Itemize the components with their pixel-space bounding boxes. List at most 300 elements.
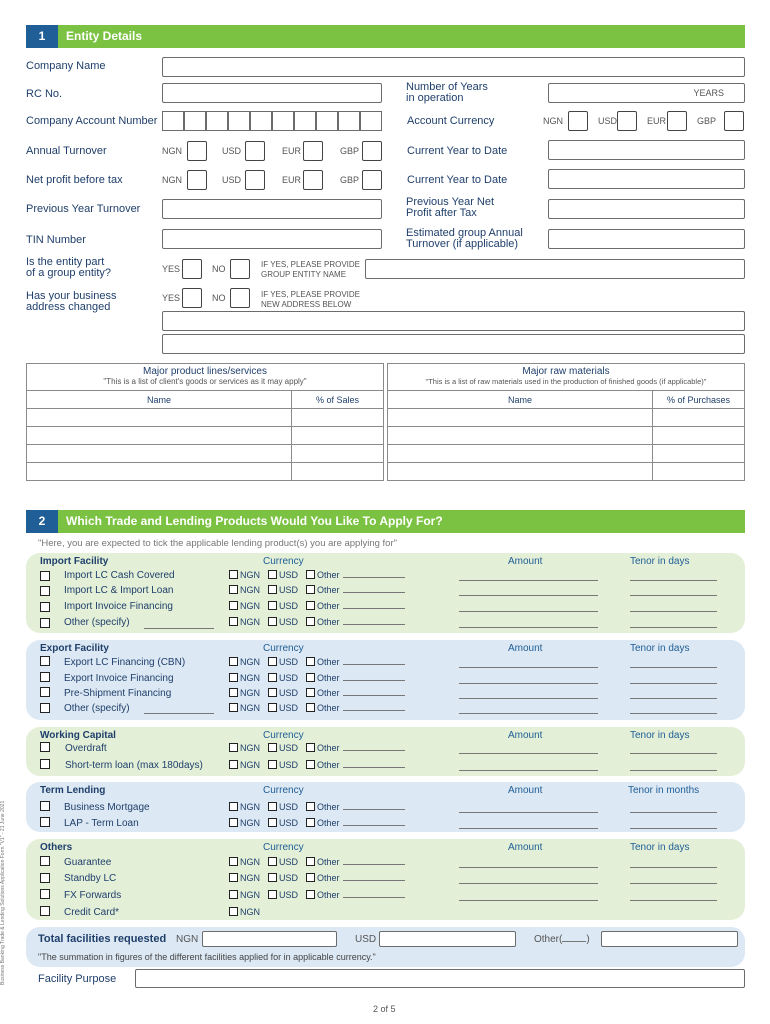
turnover-ngn-checkbox[interactable]: [187, 141, 207, 161]
amount-line[interactable]: [459, 698, 598, 699]
ngn-label: NGN: [240, 673, 260, 683]
usd-checkbox[interactable]: [268, 688, 277, 697]
tenor-line[interactable]: [630, 667, 717, 668]
ngn-checkbox[interactable]: [229, 617, 238, 626]
other-checkbox[interactable]: [306, 818, 315, 827]
profit-usd-checkbox[interactable]: [245, 170, 265, 190]
amount-line[interactable]: [459, 828, 598, 829]
profit-eur-label: EUR: [282, 175, 302, 185]
amount-header: Amount: [508, 556, 543, 567]
section-title: Which Trade and Lending Products Would You Like To Apply For?: [66, 514, 443, 528]
other-checkbox[interactable]: [306, 585, 315, 594]
usd-checkbox[interactable]: [268, 601, 277, 610]
tenor-line[interactable]: [630, 698, 717, 699]
ngn-checkbox[interactable]: [229, 601, 238, 610]
group-no-checkbox[interactable]: [230, 259, 250, 279]
usd-label: USD: [279, 760, 299, 770]
account-digit-box[interactable]: [316, 111, 338, 131]
address-yes-checkbox[interactable]: [182, 288, 202, 308]
tenor-line[interactable]: [630, 900, 717, 901]
term-item-checkbox[interactable]: [40, 817, 50, 827]
other-checkbox[interactable]: [306, 873, 315, 882]
other-label: Other: [317, 657, 340, 667]
currency-options[interactable]: [229, 570, 405, 580]
prev-turnover-field[interactable]: [162, 199, 382, 219]
import-item-checkbox[interactable]: [40, 618, 50, 628]
ngn-label: NGN: [240, 890, 260, 900]
import-item-label: Import LC Cash Covered: [64, 570, 175, 581]
address-yes-label: YES: [162, 293, 181, 303]
ngn-label: NGN: [240, 818, 260, 828]
other-label: Other: [317, 617, 340, 627]
amount-line[interactable]: [459, 627, 598, 628]
amount-line[interactable]: [459, 900, 598, 901]
prev-net-profit-label: Previous Year Net Profit after Tax: [406, 196, 495, 219]
tenor-line[interactable]: [630, 595, 717, 596]
amount-header: Amount: [508, 785, 543, 796]
others-item-label: Guarantee: [64, 857, 112, 868]
other-checkbox[interactable]: [306, 703, 315, 712]
ngn-checkbox[interactable]: [229, 907, 238, 916]
ngn-checkbox[interactable]: [229, 760, 238, 769]
usd-checkbox[interactable]: [268, 617, 277, 626]
product-col-name: Name: [27, 391, 292, 409]
acct-gbp-checkbox[interactable]: [724, 111, 744, 131]
usd-label: USD: [279, 802, 299, 812]
working-item-checkbox[interactable]: [40, 759, 50, 769]
ngn-checkbox[interactable]: [229, 873, 238, 882]
address-no-label: NO: [212, 293, 226, 303]
currency-options[interactable]: [229, 760, 405, 770]
est-group-label: Estimated group Annual Turnover (if applicable): [406, 227, 523, 250]
ngn-label: NGN: [240, 601, 260, 611]
turnover-eur-checkbox[interactable]: [303, 141, 323, 161]
tenor-line[interactable]: [630, 753, 717, 754]
rc-no-field[interactable]: [162, 83, 382, 103]
amount-line[interactable]: [459, 580, 598, 581]
currency-options[interactable]: [229, 617, 405, 627]
other-checkbox[interactable]: [306, 617, 315, 626]
current-ytd-label-1: Current Year to Date: [407, 145, 508, 157]
amount-line[interactable]: [459, 883, 598, 884]
turnover-usd-checkbox[interactable]: [245, 141, 265, 161]
ngn-checkbox[interactable]: [229, 673, 238, 682]
company-name-field[interactable]: [162, 57, 745, 77]
usd-checkbox[interactable]: [268, 743, 277, 752]
amount-line[interactable]: [459, 770, 598, 771]
usd-label: USD: [279, 703, 299, 713]
usd-label: USD: [279, 570, 299, 580]
working-item-label: Short-term loan (max 180days): [65, 760, 203, 771]
total-usd-label: USD: [355, 934, 377, 945]
import-item-checkbox[interactable]: [40, 586, 50, 596]
total-ngn-field[interactable]: [202, 931, 337, 947]
table-row[interactable]: [388, 409, 745, 427]
export-item-label: Other (specify): [64, 703, 130, 714]
ngn-label: NGN: [240, 802, 260, 812]
currency-options[interactable]: [229, 857, 405, 867]
table-row[interactable]: [388, 427, 745, 445]
table-row[interactable]: [388, 445, 745, 463]
ngn-label: NGN: [240, 570, 260, 580]
other-checkbox[interactable]: [306, 760, 315, 769]
product-table-subtitle: "This is a list of client's goods or services as it may apply": [103, 377, 307, 386]
usd-checkbox[interactable]: [268, 802, 277, 811]
ngn-checkbox[interactable]: [229, 585, 238, 594]
export-item-checkbox[interactable]: [40, 656, 50, 666]
tenor-line[interactable]: [630, 580, 717, 581]
group-hint: IF YES, PLEASE PROVIDE GROUP ENTITY NAME: [261, 260, 360, 279]
ngn-checkbox[interactable]: [229, 657, 238, 666]
others-item-label: FX Forwards: [64, 890, 122, 901]
other-specify-line[interactable]: [144, 713, 214, 714]
usd-checkbox[interactable]: [268, 818, 277, 827]
account-digit-box[interactable]: [272, 111, 294, 131]
years-unit: YEARS: [693, 88, 724, 98]
usd-label: USD: [279, 688, 299, 698]
other-label: Other: [317, 673, 340, 683]
acct-eur-label: EUR: [647, 116, 667, 126]
turnover-gbp-label: GBP: [340, 146, 360, 156]
raw-materials-table: [387, 363, 745, 481]
export-item-label: Pre-Shipment Financing: [64, 688, 172, 699]
ngn-label: NGN: [240, 657, 260, 667]
acct-usd-label: USD: [598, 116, 618, 126]
current-ytd-field-1[interactable]: [548, 140, 745, 160]
account-digit-box[interactable]: [250, 111, 272, 131]
usd-label: USD: [279, 857, 299, 867]
working-item-label: Overdraft: [65, 743, 107, 754]
current-ytd-field-2[interactable]: [548, 169, 745, 189]
ngn-label: NGN: [240, 617, 260, 627]
num-years-label: Number of Years in operation: [406, 81, 488, 104]
usd-checkbox[interactable]: [268, 873, 277, 882]
other-label: Other: [317, 760, 340, 770]
import-item-label: Import Invoice Financing: [64, 601, 173, 612]
usd-checkbox[interactable]: [268, 703, 277, 712]
address-changed-label: Has your business address changed: [26, 290, 117, 313]
currency-header: Currency: [263, 785, 304, 796]
group-yes-label: YES: [162, 264, 181, 274]
working-title: Working Capital: [40, 730, 116, 741]
currency-header: Currency: [263, 643, 304, 654]
group-yes-checkbox[interactable]: [182, 259, 202, 279]
address-no-checkbox[interactable]: [230, 288, 250, 308]
account-digit-box[interactable]: [162, 111, 184, 131]
usd-label: USD: [279, 617, 299, 627]
acct-eur-checkbox[interactable]: [667, 111, 687, 131]
other-specify-line[interactable]: [144, 628, 214, 629]
section-1-header: [26, 25, 745, 48]
net-profit-label: Net profit before tax: [26, 174, 123, 186]
page-number: 2 of 5: [373, 1004, 396, 1014]
term-item-label: LAP - Term Loan: [64, 818, 139, 829]
tenor-line[interactable]: [630, 683, 717, 684]
other-checkbox[interactable]: [306, 657, 315, 666]
usd-label: USD: [279, 585, 299, 595]
profit-gbp-label: GBP: [340, 175, 360, 185]
import-item-checkbox[interactable]: [40, 571, 50, 581]
account-number-label: Company Account Number: [26, 115, 158, 127]
product-lines-table: [26, 363, 384, 481]
amount-line[interactable]: [459, 867, 598, 868]
amount-header: Amount: [508, 643, 543, 654]
tenor-line[interactable]: [630, 812, 717, 813]
tenor-line[interactable]: [630, 627, 717, 628]
other-checkbox[interactable]: [306, 570, 315, 579]
export-item-checkbox[interactable]: [40, 672, 50, 682]
others-item-label: Credit Card*: [64, 907, 120, 918]
ngn-label: NGN: [240, 585, 260, 595]
currency-options[interactable]: [229, 818, 405, 828]
other-checkbox[interactable]: [306, 743, 315, 752]
profit-eur-checkbox[interactable]: [303, 170, 323, 190]
ngn-checkbox[interactable]: [229, 570, 238, 579]
tenor-line[interactable]: [630, 828, 717, 829]
others-item-checkbox[interactable]: [40, 873, 50, 883]
account-digit-box[interactable]: [294, 111, 316, 131]
raw-col-name: Name: [388, 391, 653, 409]
tin-field[interactable]: [162, 229, 382, 249]
other-checkbox[interactable]: [306, 857, 315, 866]
num-years-field[interactable]: [548, 83, 745, 103]
usd-label: USD: [279, 601, 299, 611]
currency-options[interactable]: [229, 688, 405, 698]
turnover-gbp-checkbox[interactable]: [362, 141, 382, 161]
export-item-label: Export LC Financing (CBN): [64, 657, 186, 668]
currency-header: Currency: [263, 730, 304, 741]
other-checkbox[interactable]: [306, 890, 315, 899]
other-checkbox[interactable]: [306, 802, 315, 811]
usd-label: USD: [279, 873, 299, 883]
other-label: Other: [317, 570, 340, 580]
section-title: Entity Details: [66, 29, 143, 43]
export-item-checkbox[interactable]: [40, 687, 50, 697]
account-digit-box[interactable]: [184, 111, 206, 131]
currency-options[interactable]: [229, 657, 405, 667]
other-label: Other: [317, 873, 340, 883]
product-col-pct: % of Sales: [292, 391, 384, 409]
usd-checkbox[interactable]: [268, 657, 277, 666]
usd-checkbox[interactable]: [268, 585, 277, 594]
facility-purpose-label: Facility Purpose: [38, 973, 117, 985]
currency-options[interactable]: [229, 601, 405, 611]
profit-usd-label: USD: [222, 175, 242, 185]
amount-line[interactable]: [459, 667, 598, 668]
table-row[interactable]: [388, 463, 745, 481]
ngn-checkbox[interactable]: [229, 802, 238, 811]
ngn-label: NGN: [240, 873, 260, 883]
total-usd-field[interactable]: [379, 931, 516, 947]
section-number: 1: [26, 25, 58, 48]
tenor-line[interactable]: [630, 713, 717, 714]
usd-checkbox[interactable]: [268, 890, 277, 899]
import-item-label: Other (specify): [64, 617, 130, 628]
import-item-checkbox[interactable]: [40, 602, 50, 612]
ngn-checkbox[interactable]: [229, 743, 238, 752]
table-row[interactable]: [27, 427, 384, 445]
others-title: Others: [40, 842, 73, 853]
product-table-title: Major product lines/services: [143, 366, 267, 377]
group-entity-label: Is the entity part of a group entity?: [26, 256, 112, 279]
other-label: Other: [317, 601, 340, 611]
tenor-header: Tenor in months: [628, 785, 700, 796]
account-digit-box[interactable]: [338, 111, 360, 131]
amount-line[interactable]: [459, 753, 598, 754]
turnover-eur-label: EUR: [282, 146, 302, 156]
tenor-header: Tenor in days: [630, 556, 690, 567]
account-digit-box[interactable]: [206, 111, 228, 131]
currency-options[interactable]: [229, 890, 405, 900]
amount-header: Amount: [508, 730, 543, 741]
import-item-label: Import LC & Import Loan: [64, 585, 174, 596]
prev-turnover-label: Previous Year Turnover: [26, 203, 141, 215]
amount-line[interactable]: [459, 683, 598, 684]
currency-header: Currency: [263, 842, 304, 853]
other-checkbox[interactable]: [306, 688, 315, 697]
instruction-text: "Here, you are expected to tick the applicable lending product(s) you are applying for": [38, 538, 397, 549]
ngn-checkbox[interactable]: [229, 818, 238, 827]
acct-ngn-checkbox[interactable]: [568, 111, 588, 131]
new-address-field-2[interactable]: [162, 334, 745, 354]
other-label: Other: [317, 857, 340, 867]
tenor-line[interactable]: [630, 883, 717, 884]
section-number: 2: [26, 510, 58, 533]
ngn-checkbox[interactable]: [229, 890, 238, 899]
ngn-label: NGN: [240, 857, 260, 867]
working-item-checkbox[interactable]: [40, 742, 50, 752]
amount-line[interactable]: [459, 812, 598, 813]
new-address-field-1[interactable]: [162, 311, 745, 331]
est-group-field[interactable]: [548, 229, 745, 249]
raw-col-pct: % of Purchases: [653, 391, 745, 409]
side-text: Business Banking Trade & Lending Solutions Application Form "V1" - 21 June 2021: [0, 800, 6, 985]
currency-options[interactable]: [229, 743, 405, 753]
currency-options[interactable]: [229, 802, 405, 812]
amount-line[interactable]: [459, 595, 598, 596]
ngn-label: NGN: [240, 907, 260, 917]
prev-net-profit-field[interactable]: [548, 199, 745, 219]
section-2-header: [26, 510, 745, 533]
profit-ngn-checkbox[interactable]: [187, 170, 207, 190]
others-item-label: Standby LC: [64, 873, 117, 884]
turnover-ngn-label: NGN: [162, 146, 182, 156]
usd-label: USD: [279, 890, 299, 900]
ngn-label: NGN: [240, 760, 260, 770]
usd-label: USD: [279, 673, 299, 683]
usd-checkbox[interactable]: [268, 570, 277, 579]
currency-options[interactable]: [229, 907, 260, 917]
others-item-checkbox[interactable]: [40, 889, 50, 899]
currency-options[interactable]: [229, 585, 405, 595]
account-currency-label: Account Currency: [407, 115, 495, 127]
ngn-checkbox[interactable]: [229, 703, 238, 712]
usd-label: USD: [279, 743, 299, 753]
ngn-label: NGN: [240, 703, 260, 713]
term-item-checkbox[interactable]: [40, 801, 50, 811]
tenor-line[interactable]: [630, 770, 717, 771]
others-item-checkbox[interactable]: [40, 906, 50, 916]
other-label: Other: [317, 802, 340, 812]
ngn-checkbox[interactable]: [229, 688, 238, 697]
usd-label: USD: [279, 818, 299, 828]
amount-header: Amount: [508, 842, 543, 853]
amount-line[interactable]: [459, 713, 598, 714]
other-checkbox[interactable]: [306, 601, 315, 610]
tenor-line[interactable]: [630, 867, 717, 868]
current-ytd-label-2: Current Year to Date: [407, 174, 508, 186]
table-row[interactable]: [27, 409, 384, 427]
ngn-label: NGN: [240, 743, 260, 753]
account-digit-box[interactable]: [360, 111, 382, 131]
term-title: Term Lending: [40, 785, 106, 796]
other-label: Other: [317, 890, 340, 900]
term-item-label: Business Mortgage: [64, 802, 150, 813]
total-other-label: Other( ): [534, 934, 590, 945]
profit-ngn-label: NGN: [162, 175, 182, 185]
group-no-label: NO: [212, 264, 226, 274]
currency-header: Currency: [263, 556, 304, 567]
profit-gbp-checkbox[interactable]: [362, 170, 382, 190]
annual-turnover-label: Annual Turnover: [26, 145, 107, 157]
currency-options[interactable]: [229, 873, 405, 883]
tenor-header: Tenor in days: [630, 730, 690, 741]
other-label: Other: [317, 743, 340, 753]
other-label: Other: [317, 585, 340, 595]
other-label: Other: [317, 703, 340, 713]
ngn-checkbox[interactable]: [229, 857, 238, 866]
acct-ngn-label: NGN: [543, 116, 563, 126]
rc-no-label: RC No.: [26, 88, 63, 100]
address-hint: IF YES, PLEASE PROVIDE NEW ADDRESS BELOW: [261, 290, 360, 309]
tenor-line[interactable]: [630, 611, 717, 612]
group-entity-name-field[interactable]: [365, 259, 745, 279]
usd-label: USD: [279, 657, 299, 667]
other-label: Other: [317, 818, 340, 828]
total-ngn-label: NGN: [176, 934, 199, 945]
tenor-header: Tenor in days: [630, 842, 690, 853]
export-title: Export Facility: [40, 643, 109, 654]
facility-purpose-field[interactable]: [135, 969, 745, 988]
others-item-checkbox[interactable]: [40, 856, 50, 866]
acct-usd-checkbox[interactable]: [617, 111, 637, 131]
company-name-label: Company Name: [26, 60, 106, 72]
ngn-label: NGN: [240, 688, 260, 698]
other-label: Other: [317, 688, 340, 698]
other-checkbox[interactable]: [306, 673, 315, 682]
table-row[interactable]: [27, 463, 384, 481]
turnover-usd-label: USD: [222, 146, 242, 156]
export-item-checkbox[interactable]: [40, 703, 50, 713]
export-item-label: Export Invoice Financing: [64, 673, 174, 684]
import-title: Import Facility: [40, 556, 109, 567]
amount-line[interactable]: [459, 611, 598, 612]
acct-gbp-label: GBP: [697, 116, 717, 126]
total-facilities-label: Total facilities requested: [38, 933, 167, 945]
account-digit-box[interactable]: [228, 111, 250, 131]
tin-label: TIN Number: [26, 234, 86, 246]
total-note: "The summation in figures of the different facilities applied for in applicable currency.": [38, 952, 376, 962]
usd-checkbox[interactable]: [268, 760, 277, 769]
usd-checkbox[interactable]: [268, 673, 277, 682]
currency-options[interactable]: [229, 703, 405, 713]
total-other-field[interactable]: [601, 931, 738, 947]
tenor-header: Tenor in days: [630, 643, 690, 654]
usd-checkbox[interactable]: [268, 857, 277, 866]
raw-table-title: Major raw materials: [522, 366, 610, 377]
currency-options[interactable]: [229, 673, 405, 683]
table-row[interactable]: [27, 445, 384, 463]
